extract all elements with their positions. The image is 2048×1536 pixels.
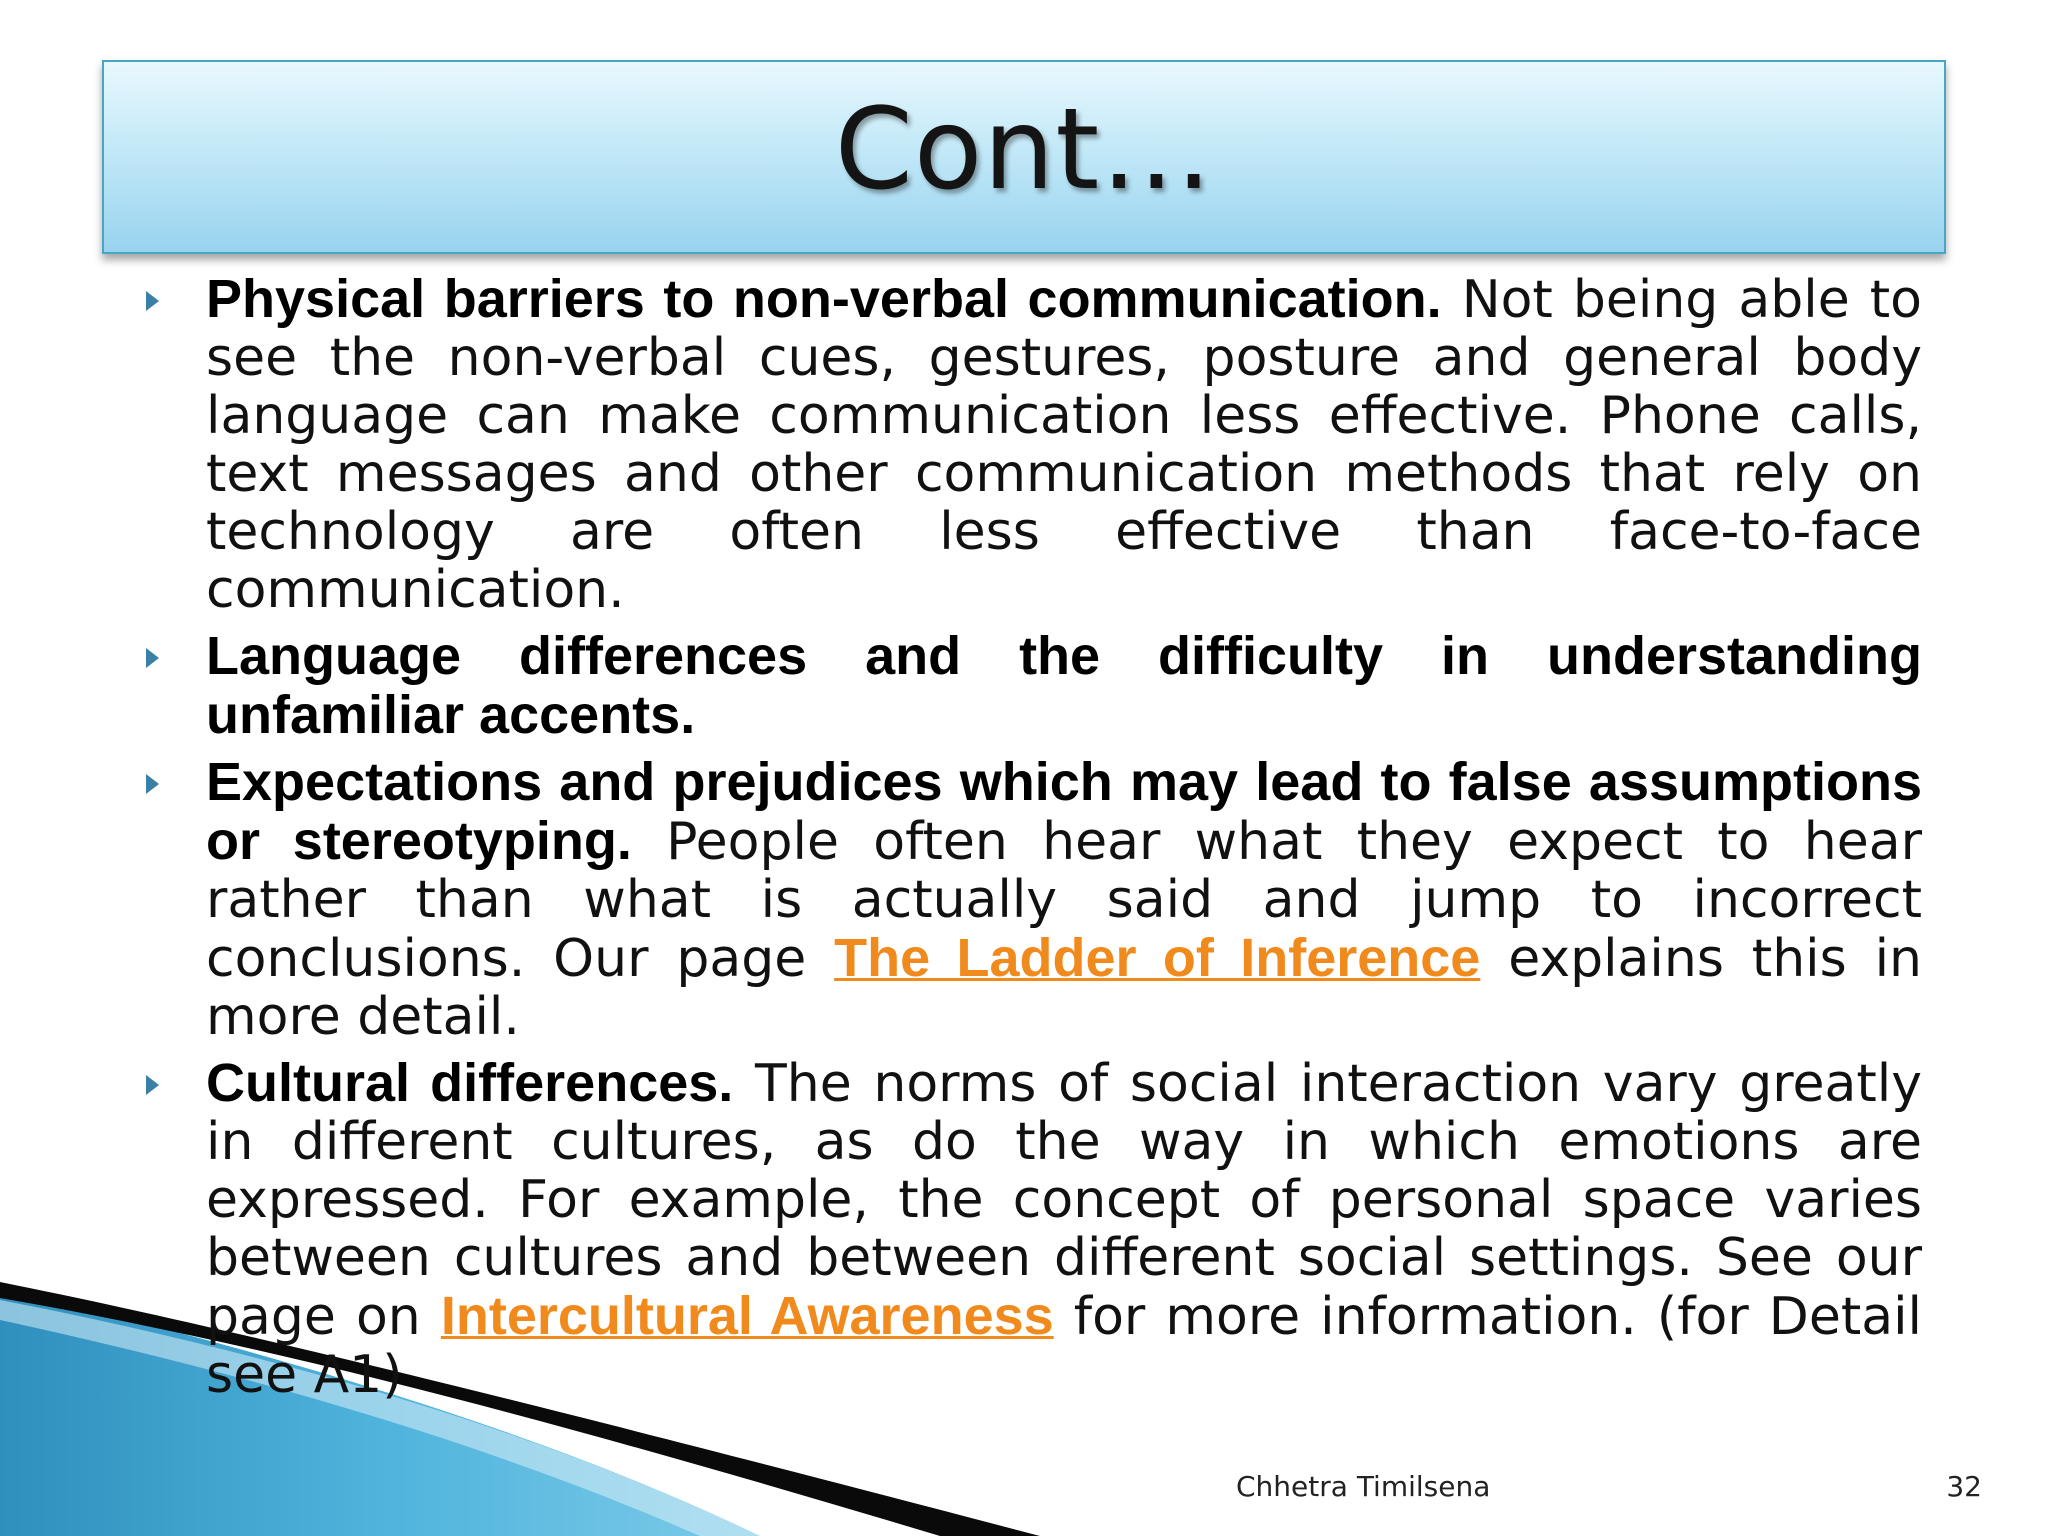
triangle-right-icon bbox=[146, 648, 159, 668]
bullet-heading: Physical barriers to non-verbal communication. bbox=[206, 269, 1442, 329]
bullet-heading: Cultural differences. bbox=[206, 1053, 734, 1113]
footer-page-number: 32 bbox=[1946, 1470, 1982, 1503]
bullet-heading: Expectations and prejudices which may lead to false assumptions or stereotyping. bbox=[206, 752, 1922, 871]
bullet-text: People often hear what they expect to hear rather than what is actually said and jump to incorrect conclusions. Our page bbox=[206, 812, 1923, 989]
bullet-heading: Language differences and the difficulty in understanding unfamiliar accents. bbox=[206, 626, 1922, 745]
intercultural-awareness-link[interactable]: Intercultural Awareness bbox=[440, 1286, 1054, 1346]
bullet-item-language-differences bbox=[146, 627, 1922, 745]
bullet-text: The norms of social interaction vary greatly in different cultures, as do the way in which emotions are expressed. For example, the concept of personal space varies between cultures and between different social settings. See our page on bbox=[206, 1054, 1922, 1347]
bullet-list bbox=[146, 270, 1922, 1404]
footer-author: Chhetra Timilsena bbox=[1236, 1470, 1491, 1503]
bullet-item-expectations-prejudices bbox=[146, 753, 1922, 1046]
triangle-right-icon bbox=[146, 774, 159, 794]
bullet-text: Not being able to see the non-verbal cues, gestures, posture and general body language can make communication less effective. Phone calls, text messages and other communication methods that rely on technology are often less effective than face-to-face communication. bbox=[206, 270, 1922, 620]
triangle-right-icon bbox=[146, 1075, 159, 1095]
bullet-item-physical-barriers bbox=[146, 270, 1922, 619]
slide-content bbox=[146, 270, 1922, 1412]
ladder-of-inference-link[interactable]: The Ladder of Inference bbox=[834, 928, 1481, 988]
bullet-text-after-link: explains this in more detail. bbox=[206, 929, 1922, 1047]
title-banner bbox=[102, 60, 1946, 254]
bullet-item-cultural-differences bbox=[146, 1054, 1922, 1404]
bullet-text-after-link: for more information. (for Detail see A1) bbox=[206, 1287, 1922, 1405]
slide-title: Cont… bbox=[834, 85, 1214, 215]
triangle-right-icon bbox=[146, 291, 159, 311]
